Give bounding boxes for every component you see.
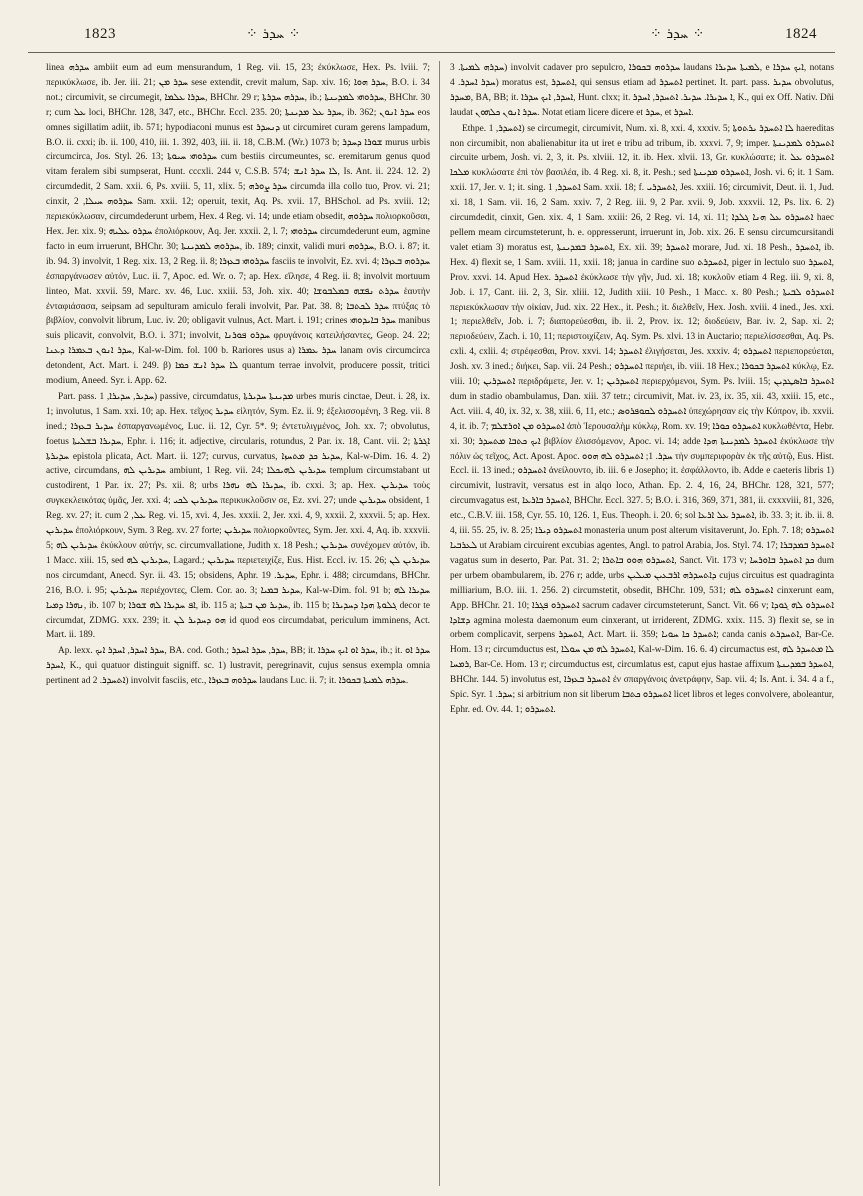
page-number-left: 1823 — [84, 26, 116, 42]
left-paragraph: Ap. lexx. ܚܕܪ ܐܚܕܪ, ܐܚܕܪ ܐܝܟ, BA. cod. Goth.; ܚܕܪ, ܚܕܪ ܐܚܕܪ, BB; it. ܚܕܪ ܐܘ ܐܝܟ ܚܕܪܐ, ib.; it. ܚܕܪ ܐܘ ܐܚܕܪ, K., qui quatuor distinguit signiff. sc. 1) lustravit, peregrinavit, cujus sensus exempla omnia pertinent ad ܐܬܚܕܪ. 2) involvit fasciis, etc., ܚܕܪܘܗ ܒܥܙܪܐ laudans Luc. ii. 7; it. ܚܕܪܗ ܠܡܝܬܐ ܒܟܘܪܐ. — [46, 646, 430, 687]
left-column — [46, 61, 430, 1186]
column-divider — [439, 61, 440, 1186]
page-number-right: 1824 — [785, 26, 817, 42]
left-paragraph: Part. pass. ܚܕܝܪ, ܚܕܝܪܐ, 1) passive, circumdatus, ܡܕܝܢܬܐ ܚܕܝܪܬܐ urbes muris cinctae, Deut. i. 28, ix. 1; involutus, 1 Sam. xxi. 10; ap. Hex. τεῖχος ܚܕܝܪ εἰλητόν, Sym. Ez. ii. 9; ἐξελισσομένη, 3 Reg. vii. 8 ined.; ܚܕܝܪ ܒܥܙܪܐ ἐσπαργανωμένος, Luc. ii. 12, Cyr. 5*. 9; ἐντετυλιγμένος, Joh. xx. 7; obvolutus, foetus ܚܕܝܪܐ ܒܫܠܝܬܐ, Ephr. i. 116; it. adjective, circularis, rotundus, 2 Par. ix. 18, Cant. vii. 2; ܐܓܪܬܐ ܚܕܝܪܬܐ epistola plicata, Act. Mart. ii. 127; curvus, curvatus, ܚܕܝܪ ܟܕ ܡܬܚܙܐ, Kal-w-Dim. 16. 4. 2) active, circumdans, ܚܕܝܪܝܢ ܠܗ ambiunt, 1 Reg. vii. 24; ܚܕܝܪܝܢ ܠܗܝܟܠܐ templum circumstabant ut custodirent, 1 Par. ix. 27; Ps. xii. 8; urbs ܚܕܝܪܐ ܠܗ ܢܗܪܐ, ib. cxxi. 3; ap. Hex. ܚܕܝܪܝܢ τοὺς συγκεκλεικότας ὑμᾶς, Jer. xxi. 4; ܚܕܝܪܝܢ ܠܟܝ περικυκλοῦσιν σε, Ez. xvi. 27; unde ܚܕܝܪܝܢ obsident, 1 Reg. xv. 27; it. cum ܥܠ, 2 Reg. vi. 15, xvi. 4, Jes. xxxii. 2, Jer. xxi. 4, 9, xxxii. 2, xxxvii. 5; ap. Hex. ܚܕܝܪܝܢ ἐπολιόρκουν, Sym. 3 Reg. xv. 27 forte; ܚܕܝܪܝܢ πολιορκοῦντες, Sym. Jer. xxi. 4, Aq. ib. xxxvii. 5; ܚܕܝܪܝܢ ܠܗ ἐκύκλουν αὐτήν, sc. circumvallatione, Judith x. 18 Pesh.; ܚܕܝܪܝܢ συνέχομεν αὐτόν, ib. 1 Macc. xiii. 15, sed ܚܕܝܪܝܢ ܠܗ, Lagard.; ܚܕܝܪܝܢ περιετειχίζε, Eus. Hist. Eccl. iv. 15. 26; ܚܕܝܪܝܢ ܠܢ nos circumdant, Anecd. Syr. ii. 43. 15; obsidens, Aphr. ܚܕܝܪ. 19, Ephr. i. 488; circumdans, BHChr. 216, B.O. i. 95; ܚܕܝܪܝܢ περιέχοντες, Clem. Cor. ao. 3; ܚܕܝܪ ܒܡܝܐ, Kal-w-Dim. fol. 91 b; ܚܕܝܪܐ ܠܗ ܢܗܪܐ ܕܡܝܐ, ib. 107 b; ܐܦ ܚܕܝܪܐ ܠܗ ܫܘܪܐ, ib. 115 a; ܚܕܝܪ ܡܢ ܒܝܬܐ, ib. 115 b; ܓܠܘܬܐ ܗܕܐ ܕܚܕܝܪܐ decor te circumdat, ZDMG. xxx. 239; it. ܗܘ ܕܚܕܝܪ ܠܢ id quod eos circumdabat, periculum imminens, Act. Mart. ii. 189. — [46, 391, 430, 641]
two-column-body — [28, 61, 835, 1191]
left-paragraph: linea ܚܕܪܗ ambiit eum ad eum mensurandum, 1 Reg. vii. 15, 23; ἐκύκλωσε, Hex. Ps. lviii. 7; περικύκλωσε, ib. Jer. iii. 21; ܚܕܪ ܡܢ sese extendit, crevit malum, Sap. xiv. 16; ܚܕܪ ܗܘܐ, B.O. i. 34 not.; circumivit, se circumegit, ܚܕܪܐ ܥܠܡܐ, BHChr. 29 r; ܚܕܪܗ ܚܕܪܬܐ, ib.; ܚܕܪܘܗܝ ܠܡܕܝܢܬܐ, BHChr. 30 r; cum ܥܠ loci, BHChr. 128, 347, etc., BHChr. Eccl. 235. 20; ܚܕܪ ܥܠ ܡܕܝܢܬܐ, ib. 362; ܚܕܪ ܐܢܘܢ eos omnes sigillatim adiit, ib. 571; hypodiaconi munus est ܕܢܚܕܪ ut circumiret curam gerens lampadum, B.O. ii. cxxi; ib. ii. 100, 410, iii. 1. 392, 403, iii. ii. 18, C.B.M. (Wr.) 1073 b; ܫܘܪܐ ܕܚܕܪ murus urbis circumcirca, Jos. Styl. 26. 13; ܚܕܪܘܗܝ ܚܝܘܬܐ cum bestiis circumeuntes, sc. eremitarum genus quod vitam feralem sibi sumpserat, Hunt. cccxli. 244 v, C.S.B. 574; ܠܐ ܚܕܪ ܐܢܫ, Is. Ant. ii. 224. 12. 2) circumdedit, 2 Sam. xxii. 6, Ps. xviii. 5, 11, xlix. 5; ܚܕܪ ܨܘܪܗ circumda illa collo tuo, Prov. vi. 21; cinxit, ܚܕܪܘܗ ܚܝܠܐ, 2 Sam. xxii. 12; operuit, texit, Aq. Ps. xvii. 17, BHSchol. ad Ps. xviii. 12; περιεκύκλωσαν, circumdederunt urbem, Hex. 4 Reg. vi. 14; unde etiam obsedit, ܚܕܪܘܗ πολιορκοῦσαι, Hex. Jer. xix. 9; ܚܕܪܘ ܥܠܝܗ ἐπολιόρκουν, Aq. Jer. xxxii. 2, l. 7; ܚܕܪܘܗܝ circumdederunt eum, agmine facto in eum irruerunt, BHChr. 30; ܚܕܪܘܗ ܠܡܕܝܢܬܐ, ib. 189; cinxit, validi muri ܚܕܪܘܗ, B.O. i. 87; it. ib. 94. 3) involvit, 1 Reg. xix. 13, 2 Reg. ii. 8; ܚܕܪܘܗܝ ܒܥܙܪܐ fasciis te involvit, Ez. xvi. 4; ܚܕܪܘܗ ܒܥܙܪܐ ἐσπαργάνωσεν αὐτόν, Luc. ii. 7, Apoc. ed. Wr. o. 7; ap. Hex. εἴλησε, 4 Reg. ii. 8; involvit mortuum linteo, Mat. xxvii. 59, Marc. xv. 46, Luc. xxiii. 53, Joh. xix. 40; ܚܕܪܬ ܢܦܫܗ ܒܡܠܒܘܫܐ ἑαυτὴν ἐνταφιάσασα, seipsam ad sepulturam amiculo ferali involvit, Par. Pat. 38. 8; ܚܕܪ ܠܟܬܒܐ πτύξας τὸ βιβλίον, convolvit librum, Luc. iv. 20; obligavit vulnus, Act. Mart. i. 191; crines ܚܕܪ ܒܐܝܕܘܗܝ manibus suis plicavit, convolvit, B.O. i. 371; involvit, ܚܕܪܘ ܦܘܪܢܐ φρυγάνοις κατειλήσαντες, Geop. 24. 22; ܚܕܪ ܐܢܘܢ ܒܥܡܪܐ ܕܥܢܐ, Kal-w-Dim. fol. 100 b. Rariores usus a) ܚܕܪ ܥܡܪܐ lanam ovis circumcirca detondent, Act. Mart. i. 249. β) ܠܐ ܚܕܪ ܐܢܫ ܟܡܐ quantum terrae involvit, producere possit, tritici modium, Aneed. Syr. i. App. 62. — [46, 63, 430, 387]
right-paragraph: Ethpe. ܐܬܚܕܪ, 1) se circumegit, circumivit, Num. xi. 8, xxi. 4, xxxiv. 5; ܠܐ ܐܬܚܕܪ ܝܪܬܘܬܐ haereditas non circumibit, non abalienabitur ita ut iret e tribu ad tribum, ib. xxxvi. 7, 9; imper. ܐܬܚܕܪܘ ܠܡܕܝܢܬܐ circuite urbem, Josh. vi. 2, 3, it. Ps. xlviii. 12, it. ib. Hex. xlvii. 13, Gr. κυκλώσατε; it. ܐܬܚܕܪܘ ܥܠ ܡܠܟܐ κυκλώσατε ἐπὶ τὸν βασιλέα, ib. 4 Reg. xi. 8, it. Pesh.; sed ܐܬܚܕܪܘ ܡܕܝܢܬܐ, Josh. vi. 6; it. 1 Sam. xxii. 17, Jer. v. 1; it. sing. ܐܬܚܕܪ, 1 Sam. xxii. 18; f. ܐܬܚܕܪܝ, Jes. xxiii. 16; circumivit, Deut. ii. 1, Jud. xi. 18, 1 Sam. vii. 16, 2 Sam. xxiv. 7, 2 Reg. iii. 9, 2 Par. xvii. 9, Job. xxxvii. 12, Ps. lix. 6. 2) circumdedit, cinxit, Gen. xix. 4, 1 Sam. xxiii: 26, 2 Reg. vi. 14, xi. 11; ܐܬܚܕܪܘ ܥܠ ܗܢܐ ܓܠܕܐ haec pellem meam circumsteterunt, h. e. oppresserunt, irruerunt in, Job. xix. 26. E sensu circumcursitandi valet etiam 3) moratus est, ܐܬܚܕܪ ܒܡܕܝܢܬܐ, Ex. xii. 39; ܐܬܚܕܪ morare, Jud. xi. 18 Pesh., ܐܬܚܕܪ, ib. Hex. 4) flexit se, 1 Sam. xviii. 11, xxii. 18; janua in cardine suo ܐܬܚܕܪܬ, piger in lectulo suo ܐܬܚܕܪ, Prov. xxvi. 14. Apud Hex. ܐܬܚܕܪ ἐκύκλωσε τὴν γῆν, Jud. xi. 18; κυκλοῦν etiam 4 Reg. iii. 9, xi. 8, Job. i. 17, Cant. iii. 2, 3, Sir. xliii. 12, Judith xiii. 10 Pesh., 1 Macc. x. 80 Pesh.; ܐܬܚܕܪܘ ܠܒܝܬܐ περιεκύκλωσαν τὴν οἰκίαν, Jud. xix. 22 Hex., it. Pesh.; it. διελθεῖν, Hex. Josh. xviii. 4 ined., Jes. xxi. 1; περιελθεῖν, Job. i. 7; διαπορεύεσθαι, ib. ii. 2, Prov. ix. 12; διοδεύειν, Bar. iv. 2, Sap. xi. 2; περιοδεύειν, Zach. i. 10, 11; περιστοιχίζειν, Aq. Sym. Ps. xlvi. 13 in Auctario; περιελίσσεσθαι, Aq. Ps. cxli. 4, cxlii. 4; στρέφεσθαι, Prov. xxvi. 14; ܐܬܚܕܪ ἐλιγήσεται, Jes. xxxiv. 4; ܐܬܚܕܪܘ περιεπορεύεται, Josh. xv. 3 ined.; διήκει, Sap. vii. 24 Pesh.; ܐܬܚܕܪܘ περιήει, ib. viii. 18 Hex.; ܐܬܚܕܪ ܒܟܘܪܐ κύκλῳ, Ez. viii. 10; ܐܬܚܕܪܝܢ περιδράμετε, Jer. v. 1; ܐܬܚܕܪܝܢ περιερχόμενοι, Sym. Ps. lviii. 15; ܐܬܚܕܪ ܒܐܣܛܕܝܢ dum in stadio obambulamus, Dan. xiii. 37 tetr.; circumivit, Mat. iv. 23, ix. 35, xii. 43, xxiii. 15, etc., Act. viii. 4, 40, ix. 32, x. 38, xiii. 6, 11, etc.; ܐܬܚܕܪܘ ܠܩܘܦܪܘܣ ὑπεχώρησαν εἰς τὴν Κύπρον, ib. xxvii. 4, it. ib. 7; ܐܬܚܕܪܘ ܡܢ ܐܘܪܫܠܡ ἀπὸ Ἱερουσαλὴμ κύκλῳ, Rom. xv. 19; ܐܬܚܕܪܘ ܟܘܪܐ κυκλωθέντα, Hebr. xi. 30; ܐܝܟ ܟܬܒܐ ܡܬܚܕܪ βιβλίον ἑλισσόμενον, Apoc. vi. 14; adde ܐܬܚܕܪ ܠܡܕܝܢܬܐ ܗܕܐ ἐκύκλωσε τὴν πόλιν ὡς τεῖχος, Act. Apost. Apoc. ܚܕܪ. 1; ܐܬܚܕܪܘ ܠܗ ܗܘܘ τὴν συμπεριφορὰν ἐκ τῆς αὐτῷ, Eus. Hist. Eccl. ii. 13 ined.; ܐܬܚܕܪܘ ἀνείλουντο, ib. iii. 6 e Josepho; it. ἐσφάλλοντο, ib. Adde e caeteris libris 1) circumivit, lustravit, versatus est in alqo loco, Athan. Ep. 2. 4, 16, 24, BHChr. 128, 321, 577; circumvagatus est, ܐܬܚܕܪ ܒܐܪܥܐ, BHChr. Eccl. 327. 5; B.O. i. 316, 369, 371, 381, ii. cxxxviii, 81, 326, etc., C.B.V. iii. 158, Cyr. 55. 10, 126. 1, Eus. Theoph. i. 20. 6; sol ܐܬܚܕܪ ܥܠ ܐܪܥܐ, ib. 33. 3; it. ib. ii. 8. 4, iii. 55. 25, iv. 8. 25; ܐܬܚܕܪܘ ܕܝܪܐ monasteria unum post alterum visitaverunt, Jo. Eph. 7. 18; ܐܬܚܕܪܘ ܠܥܪܒܝܐ ut Arabiam circuirent excubias agentes, Angl. to patrol Arabia, Jos. Styl. 74. 17; ܐܬܚܕܪ ܒܡܕܒܪܐ vagatus sum in deserto, Par. Pat. 31. 2; ܐܬܚܕܪܘ ܗܘܘ ܒܐܬܪܐ, Sanct. Vit. 173 v; ܟܕ ܐܬܚܕܪ ܒܐܘܪܚܐ dum per urbem obambularem, ib. 276 r; adde, urbs ܕܐܬܚܕܪܗ ܐܪܒܥܝܢ ܡܝܠܝܢ cujus circuitus est quadraginta milliarium, B.O. iii. 1. 256. 2) circumstetit, obsedit, BHChr. 109, 531; ܐܬܚܕܪܘ ܠܗ cinxerunt eam, App. BHChr. 21. 10; ܐܬܚܕܪܘ ܦܓܪܐ sacrum cadaver circumsteterunt, Sanct. Vit. 66 v; ܐܬܚܕܪܘ ܠܗ ܓܘܕܐ ܕܫܐܕܐ agmina molesta daemonum eum cinxerant, ut irriderent, ZDMG. xxix. 115. 3) flexit se, se in orbem complicavit, serpens ܐܬܚܕܪ, Act. Mart. ii. 359; ܐܬܚܕܪ ܟܐ ܚܘܝܐ; canda canis ܐܬܚܕܪܬ, Bar-Ce. Hom. 13 r; circumductus est, ܐܬܚܕܪ ܠܗ ܡܢ ܚܘܠܐ, Kal-w-Dim. 16. 6. 4) circumactus est, ܠܐ ܡܬܚܕܪ ܠܗ ܪܡܚܐ, Bar-Ce. Hom. 13 r; circumductus est, circumlatus est, caput ejus hastae affixum ܐܬܚܕܪ ܒܡܕܝܢܬܐ, BHChr. 144. 5) involutus est, ܐܬܚܕܪ ܒܥܙܪܐ ἐν σπαργάνοις ἀνετράφην, Sap. vii. 4; Is. Ant. i. 34. 4 a f., Spic. Syr. ܚܕܪ. 1; si arbitrium non sit liberum ܐܬܚܕܪܘ ܟܬܒܐ licet libros et leges convolvere, aboleantur, Ephr. ed. Ov. 44. 1; ܐܬܚܕܪܘ. — [450, 123, 834, 715]
running-head-right: ⁘ ܚܕܪ ⁘ — [650, 26, 705, 42]
right-column — [450, 61, 834, 1186]
page-header — [28, 26, 835, 53]
running-head-left: ⁘ ܚܕܪ ⁘ — [246, 26, 301, 42]
right-paragraph: ܚܕܪܗ ܠܡܝܬܐ. 3) involvit cadaver pro sepulcro, ܚܕܪܘܗ ܒܟܘܪܐ laudans ܠܡܝܬܐ ܚܕܝܪܐ, e ܐܝܟ ܚܕܪܐ, notans ܚܕܪ ܐܚܕܪ. 4) moratus est, ܐܬܚܕܪ, qui sensus etiam ad ܐܬܚܕܪ pertinet. It. part. pass. ܚܕܝܪ obvolutus, ܡܚܕܪ, BA, BB; it. ܐܚܕܪ, ܐܝܟ ܚܕܪܐ, Hunt. clxx; it. ܐ ܚܕܝܪܐ. ܚܕܝܪ. ܐܬܚܕܪ, ܐܚܕܪ, K., qui ex Off. Nativ. Dñi laudat ܚܕܪ ܐܢܘܢ ܟܠܗܘܢ. Notat etiam licere dicere et ܚܕܪ, et ܐܚܕܪ. — [450, 63, 834, 118]
